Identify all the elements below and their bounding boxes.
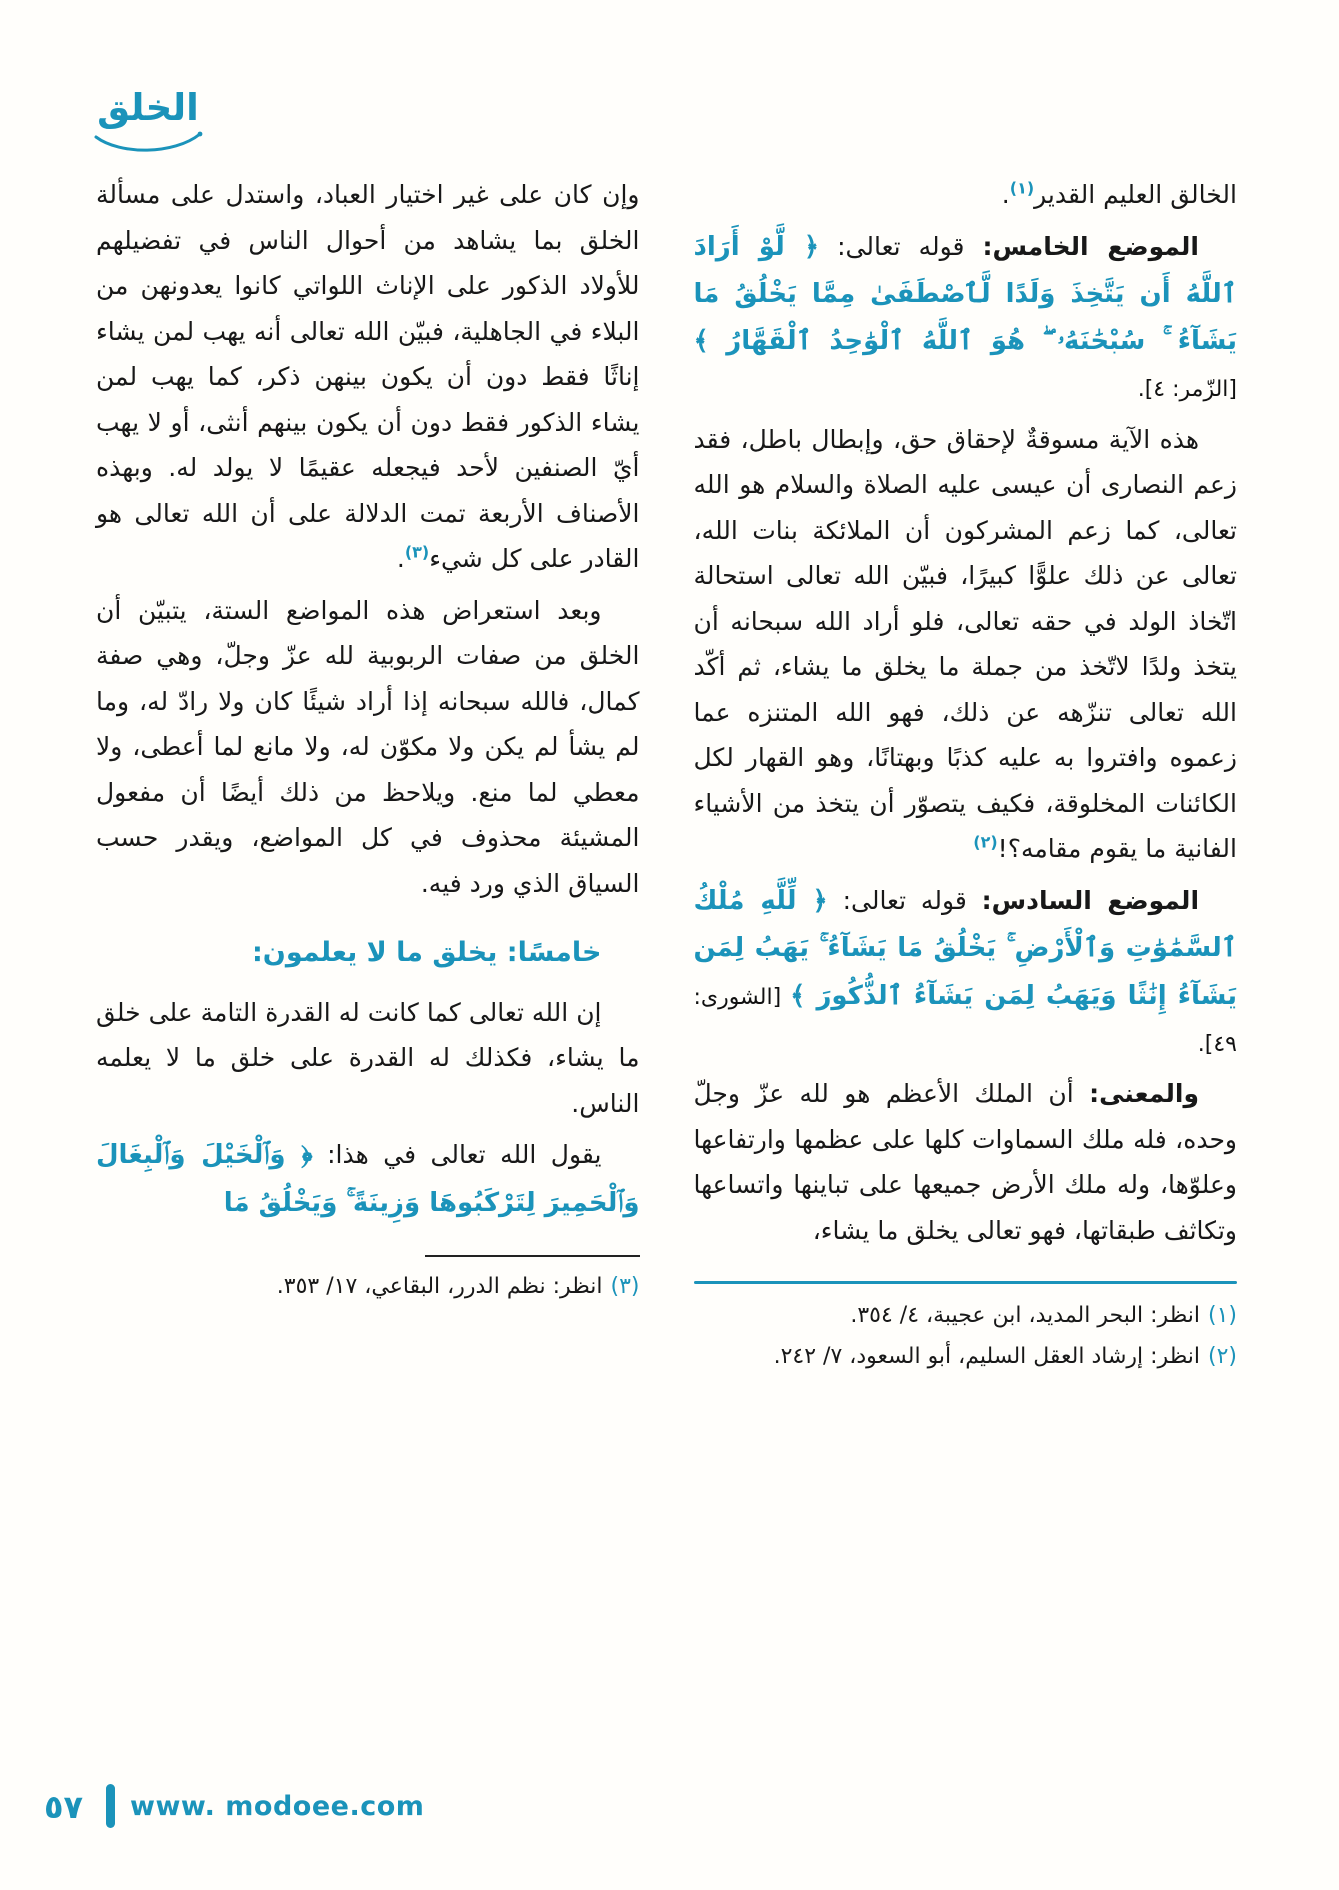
footnotes-right <box>694 1281 1238 1379</box>
quran-verse: ﴿ لَّوْ أَرَادَ ٱللَّهُ أَن يَتَّخِذَ وَلَدًا لَّٱصْطَفَىٰ مِمَّا يَخْلُقُ مَا يَشَآءُ ۚ سُبْحَٰنَهُۥ ۖ هُوَ ٱللَّهُ ٱلْوَٰحِدُ ٱلْقَهَّارُ ﴾ <box>693 231 1237 357</box>
text: وبعد استعراض هذه المواضع الستة، يتبيّن أن الخلق من صفات الربوبية لله عزّ وجلّ، وهي صفة كمال، فالله سبحانه إذا أراد شيئًا كان ولا رادّ له، وما لم يشأ لم يكن ولا مكوّن له، ولا مانع لما أعطى، ولا معطي لما منع. ويلاحظ من ذلك أيضًا أن مفعول المشيئة محذوف في كل المواضع، ويقدر حسب السياق الذي ورد فيه. <box>96 595 640 898</box>
footer-divider-bar <box>106 1784 115 1828</box>
footnotes-left <box>96 1255 640 1309</box>
footnote-number: (٢) <box>1207 1343 1237 1369</box>
page-footer <box>0 1780 1339 1828</box>
section-label: الموضع السادس: <box>981 885 1200 915</box>
paragraph-verse <box>694 224 1238 411</box>
paragraph-verse <box>694 878 1238 1065</box>
text: قوله تعالى: <box>819 231 983 261</box>
footnote-separator <box>694 1281 1238 1284</box>
verse-reference: [الشورى: ٤٩]. <box>693 984 1237 1057</box>
footnote <box>694 1339 1238 1375</box>
footnote <box>96 1269 640 1305</box>
subheading: خامسًا: يخلق ما لا يعلمون: <box>251 937 602 968</box>
footnote-text: انظر: البحر المديد، ابن عجيبة، ٤/ ٣٥٤. <box>850 1303 1200 1329</box>
paragraph <box>694 417 1238 872</box>
footnote-number: (٣) <box>610 1274 640 1300</box>
column-left <box>96 172 640 1379</box>
quran-verse: ﴿ لِّلَّهِ مُلْكُ ٱلسَّمَٰوَٰتِ وَٱلْأَرْضِ ۚ يَخْلُقُ مَا يَشَآءُ ۚ يَهَبُ لِمَن يَشَآءُ إِنَٰثًا وَيَهَبُ لِمَن يَشَآءُ ٱلذُّكُورَ ﴾ <box>693 885 1237 1011</box>
footnote <box>694 1298 1238 1334</box>
paragraph <box>694 1071 1238 1253</box>
footnote-text: انظر: إرشاد العقل السليم، أبو السعود، ٧/ ٢٤٢. <box>773 1343 1200 1369</box>
text: . <box>1001 180 1010 209</box>
quran-verse: ﴿ وَٱلْخَيْلَ وَٱلْبِغَالَ وَٱلْحَمِيرَ لِتَرْكَبُوهَا وَزِينَةً ۚ وَيَخْلُقُ مَا <box>96 1140 640 1218</box>
text: إن الله تعالى كما كانت له القدرة التامة على خلق ما يشاء، فكذلك له القدرة على خلق ما لا يعلمه الناس. <box>96 997 640 1118</box>
column-right <box>694 172 1238 1379</box>
footnote-marker: (١) <box>1009 178 1035 198</box>
footnote-marker: (٣) <box>404 542 430 562</box>
footnote-marker: (٢) <box>973 833 998 853</box>
text-columns <box>96 172 1237 1379</box>
section-label: الموضع الخامس: <box>982 231 1199 261</box>
verse-reference: [الزّمر: ٤]. <box>1137 377 1237 403</box>
text: . <box>396 544 405 573</box>
paragraph <box>96 990 640 1127</box>
website-link[interactable]: www. modoee.com <box>130 1791 425 1822</box>
text: يقول الله تعالى في هذا: <box>312 1140 602 1170</box>
calligraphy-swash-icon <box>92 131 204 155</box>
footnote-number: (١) <box>1207 1303 1237 1329</box>
meaning-label: والمعنى: <box>1089 1079 1199 1109</box>
footnote-separator <box>425 1255 640 1257</box>
text: قوله تعالى: <box>827 885 982 915</box>
footnote-text: انظر: نظم الدرر، البقاعي، ١٧/ ٣٥٣. <box>276 1274 603 1300</box>
text: الخالق العليم القدير <box>1034 180 1237 209</box>
paragraph <box>96 588 640 907</box>
chapter-header <box>88 88 208 155</box>
paragraph <box>96 172 640 582</box>
text: هذه الآية مسوقةٌ لإحقاق حق، وإبطال باطل، فقد زعم النصارى أن عيسى عليه الصلاة والسلام هو الله تعالى، كما زعم المشركون أن الملائكة بنات الله، تعالى عن ذلك علوًّا كبيرًا، فبيّن الله تعالى استحالة اتّخاذ الولد في حقه تعالى، فلو أراد الله سبحانه أن يتخذ ولدًا لاتّخذ من جملة ما يخلق ما يشاء، ثم أكّد الله تعالى تنزّهه عن ذلك، فهو الله المتنزه عما زعموه وافتروا به عليه كذبًا وبهتانًا، وهو القهار لكل الكائنات المخلوقة، فكيف يتصوّر أن يتخذ من الأشياء الفانية ما يقوم مقامه؟! <box>693 424 1237 864</box>
paragraph <box>694 172 1238 218</box>
paragraph-verse <box>96 1132 640 1227</box>
page-number: ٥٧ <box>44 1788 84 1826</box>
text: وإن كان على غير اختيار العباد، واستدل على مسألة الخلق بما يشاهد من أحوال الناس في تفضيلهم للأولاد الذكور على الإناث اللواتي كانوا يعدونهن من البلاء في الجاهلية، فبيّن الله تعالى أنه يهب لمن يشاء إناثًا فقط دون أن يكون بينهن ذكر، كما يهب لمن يشاء الذكور فقط دون أن يكون بينهم أنثى، أو لا يهب أيّ الصنفين لأحد فيجعله عقيمًا لا يولد له. وبهذه الأصناف الأربعة تمت الدلالة على أن الله تعالى هو القادر على كل شيء <box>96 180 640 573</box>
text: أن الملك الأعظم هو لله عزّ وجلّ وحده، فله ملك السماوات كلها على عظمها وارتفاعها وعلوّها، وله ملك الأرض جميعها على تباينها واتساعها وتكاثف طبقاتها، فهو تعالى يخلق ما يشاء، <box>693 1079 1237 1245</box>
chapter-title: الخلق <box>97 86 199 129</box>
